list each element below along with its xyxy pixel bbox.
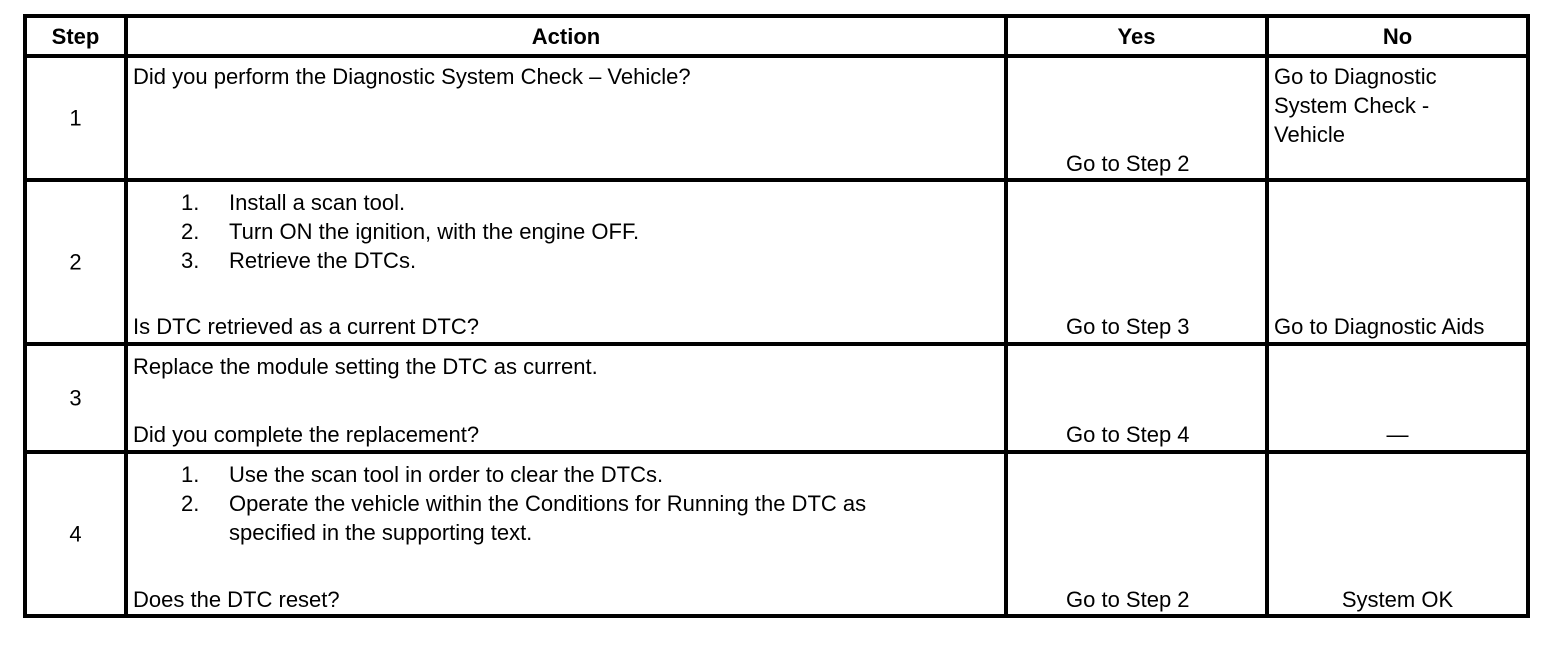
table-row (25, 344, 1528, 452)
header-no: No (1267, 16, 1528, 56)
list-item (181, 518, 532, 547)
step-cell (25, 344, 126, 452)
header-action: Action (126, 16, 1006, 56)
action-cell (126, 180, 1006, 344)
action-question: Did you complete the replacement? (133, 422, 480, 447)
yes-result: Go to Step 2 (1066, 587, 1190, 612)
table-row (25, 180, 1528, 344)
step-cell (25, 180, 126, 344)
no-result-line: Vehicle (1274, 122, 1345, 147)
table-row (25, 56, 1528, 180)
no-cell (1267, 56, 1528, 180)
list-item-text: Install a scan tool. (229, 190, 406, 215)
action-question: Does the DTC reset? (133, 587, 340, 612)
list-item-text: Turn ON the ignition, with the engine OFF. (229, 219, 640, 244)
list-item (181, 246, 416, 275)
list-item-number: 2. (181, 219, 200, 244)
header-step: Step (25, 16, 126, 56)
no-result-line: Go to Diagnostic (1274, 64, 1437, 89)
action-cell (126, 56, 1006, 180)
no-cell (1267, 344, 1528, 452)
yes-cell (1006, 452, 1267, 616)
list-item-text: Use the scan tool in order to clear the DTCs. (229, 462, 664, 487)
no-result-line: System Check - (1274, 93, 1430, 118)
action-text: Did you perform the Diagnostic System Check – Vehicle? (133, 64, 691, 89)
no-cell (1267, 180, 1528, 344)
list-item (181, 217, 639, 246)
action-question: Is DTC retrieved as a current DTC? (133, 314, 479, 339)
header-row (25, 16, 1528, 56)
no-result: — (1386, 422, 1409, 447)
list-item-text: specified in the supporting text. (229, 520, 533, 545)
list-item (181, 460, 663, 489)
step-cell (25, 56, 126, 180)
step-number: 2 (69, 249, 82, 275)
table-row (25, 452, 1528, 616)
list-item-text: Retrieve the DTCs. (229, 248, 417, 273)
action-cell (126, 344, 1006, 452)
list-item (181, 188, 405, 217)
no-cell (1267, 452, 1528, 616)
step-number: 1 (69, 105, 82, 131)
list-item-number: 3. (181, 248, 200, 273)
list-item-number: 2. (181, 491, 200, 516)
yes-cell (1006, 180, 1267, 344)
step-number: 3 (69, 385, 82, 411)
yes-result: Go to Step 3 (1066, 314, 1190, 339)
action-cell (126, 452, 1006, 616)
diagnostic-table (23, 14, 1530, 618)
no-result: System OK (1341, 587, 1454, 612)
list-item-text: Operate the vehicle within the Conditions for Running the DTC as (229, 491, 867, 516)
list-item (181, 489, 866, 518)
action-text: Replace the module setting the DTC as current. (133, 354, 598, 379)
step-number: 4 (69, 521, 82, 547)
yes-cell (1006, 344, 1267, 452)
no-result: Go to Diagnostic Aids (1274, 314, 1485, 339)
yes-cell (1006, 56, 1267, 180)
header-yes: Yes (1006, 16, 1267, 56)
list-item-number: 1. (181, 190, 200, 215)
yes-result: Go to Step 4 (1066, 422, 1190, 447)
list-item-number: 1. (181, 462, 200, 487)
yes-result: Go to Step 2 (1066, 151, 1190, 176)
step-cell (25, 452, 126, 616)
